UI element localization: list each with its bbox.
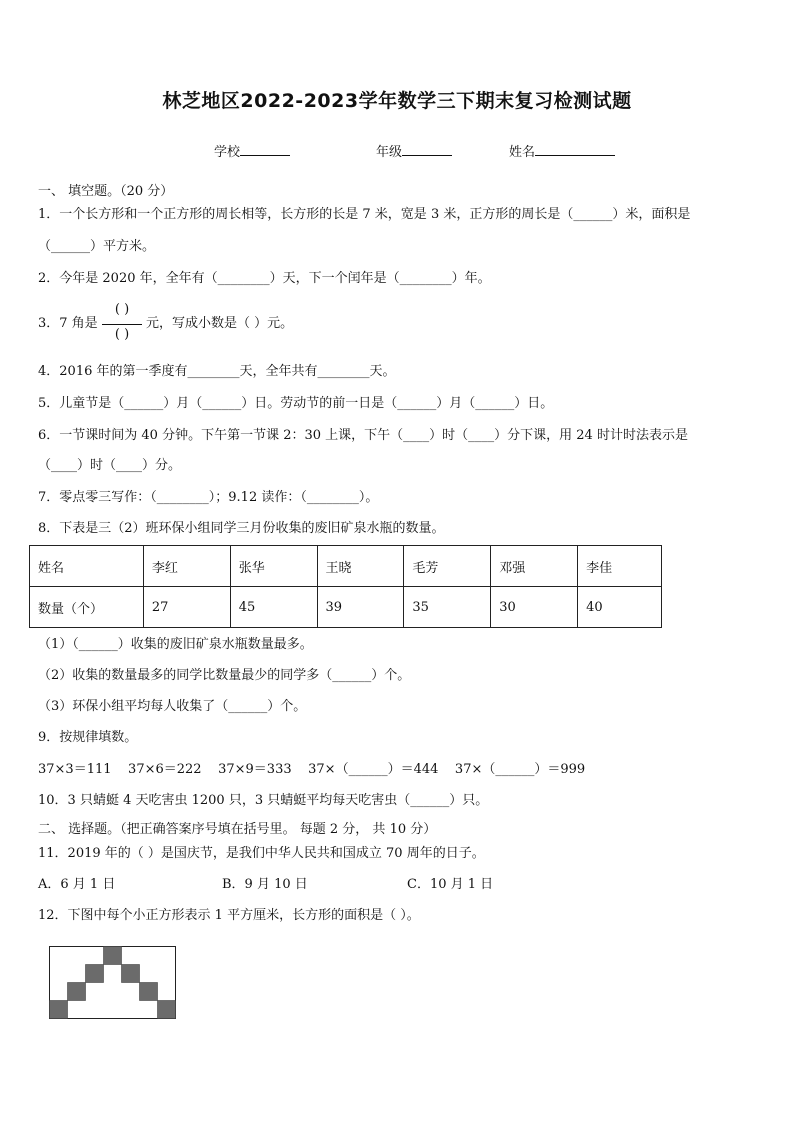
shaded-square [68, 983, 86, 1001]
q8-sub3: （3）环保小组平均每人收集了（______）个。 [38, 699, 307, 714]
q9-pattern: 37×3＝111 37×6＝222 37×9＝333 37×（______）＝444 37×（______）＝999 [38, 762, 586, 777]
table-cell: 李佳 [578, 546, 662, 587]
q9-heading: 9．按规律填数。 [38, 730, 138, 745]
table-cell: 毛芳 [404, 546, 491, 587]
table-cell: 35 [404, 587, 491, 628]
q1-line1: 1．一个长方形和一个正方形的周长相等，长方形的长是 7 米，宽是 3 米，正方形的周长是（______）米，面积是 [38, 207, 691, 222]
table-row [30, 587, 662, 628]
q10-text: 10．3 只蜻蜓 4 天吃害虫 1200 只，3 只蜻蜓平均每天吃害虫（______）只。 [38, 793, 489, 808]
table-cell: 张华 [230, 546, 317, 587]
table-cell: 45 [230, 587, 317, 628]
name-field [509, 141, 615, 160]
fraction-bar [102, 324, 142, 325]
table-cell: 30 [491, 587, 578, 628]
q7-text: 7．零点零三写作：（________）；9.12 读作：（________）。 [38, 490, 379, 505]
staircase-figure [49, 946, 177, 1022]
q6-line2: （____）时（____）分。 [38, 458, 182, 473]
shaded-square [122, 965, 140, 983]
name-blank [535, 143, 615, 156]
grade-label: 年级 [376, 145, 403, 160]
table-cell: 姓名 [30, 546, 144, 587]
grade-field [376, 141, 452, 160]
q11-option-b: B．9 月 10 日 [222, 877, 308, 892]
q11-text: 11．2019 年的（ ）是国庆节，是我们中华人民共和国成立 70 周年的日子。 [38, 846, 485, 861]
section1-heading: 一、 填空题。（20 分） [38, 184, 174, 199]
shaded-square [104, 947, 122, 965]
shaded-square [158, 1001, 176, 1019]
school-blank [240, 143, 290, 156]
shaded-square [86, 965, 104, 983]
q8-sub1: （1）（______）收集的废旧矿泉水瓶数量最多。 [38, 637, 313, 652]
name-label: 姓名 [509, 145, 536, 160]
q4-text: 4．2016 年的第一季度有________天，全年共有________天。 [38, 364, 396, 379]
table-cell: 李红 [143, 546, 230, 587]
table-cell: 40 [578, 587, 662, 628]
shaded-square [140, 983, 158, 1001]
q3-fraction [100, 302, 144, 346]
q3-numerator: ( ) [114, 302, 130, 317]
q11-option-c: C．10 月 1 日 [407, 877, 494, 892]
q11-option-a: A．6 月 1 日 [38, 877, 116, 892]
q1-line2: （______）平方米。 [38, 239, 156, 254]
table-header-row [30, 546, 662, 587]
table-cell: 王晓 [317, 546, 404, 587]
q3-prefix: 3．7 角是 [38, 316, 98, 331]
bottle-count-table [29, 545, 662, 628]
school-field [214, 141, 290, 160]
q5-text: 5．儿童节是（______）月（______）日。劳动节的前一日是（______）月（______）日。 [38, 396, 554, 411]
page-title: 林芝地区2022-2023学年数学三下期末复习检测试题 [162, 90, 632, 112]
q12-text: 12．下图中每个小正方形表示 1 平方厘米，长方形的面积是（ ）。 [38, 908, 420, 923]
shaded-square [50, 1001, 68, 1019]
table-cell: 27 [143, 587, 230, 628]
table-cell: 邓强 [491, 546, 578, 587]
q3-suffix: 元，写成小数是（ ）元。 [146, 316, 294, 331]
q2-text: 2．今年是 2020 年，全年有（________）天，下一个闰年是（________）年。 [38, 271, 491, 286]
school-label: 学校 [214, 145, 241, 160]
table-cell: 数量（个） [30, 587, 144, 628]
q6-line1: 6．一节课时间为 40 分钟。下午第一节课 2：30 上课，下午（____）时（____）分下课，用 24 时计时法表示是 [38, 428, 688, 443]
table-cell: 39 [317, 587, 404, 628]
q8-sub2: （2）收集的数量最多的同学比数量最少的同学多（______）个。 [38, 668, 411, 683]
q3-denominator: ( ) [114, 327, 130, 342]
q8-intro: 8．下表是三（2）班环保小组同学三月份收集的废旧矿泉水瓶的数量。 [38, 521, 445, 536]
grade-blank [402, 143, 452, 156]
section2-heading: 二、 选择题。（把正确答案序号填在括号里。 每题 2 分， 共 10 分） [38, 822, 437, 837]
